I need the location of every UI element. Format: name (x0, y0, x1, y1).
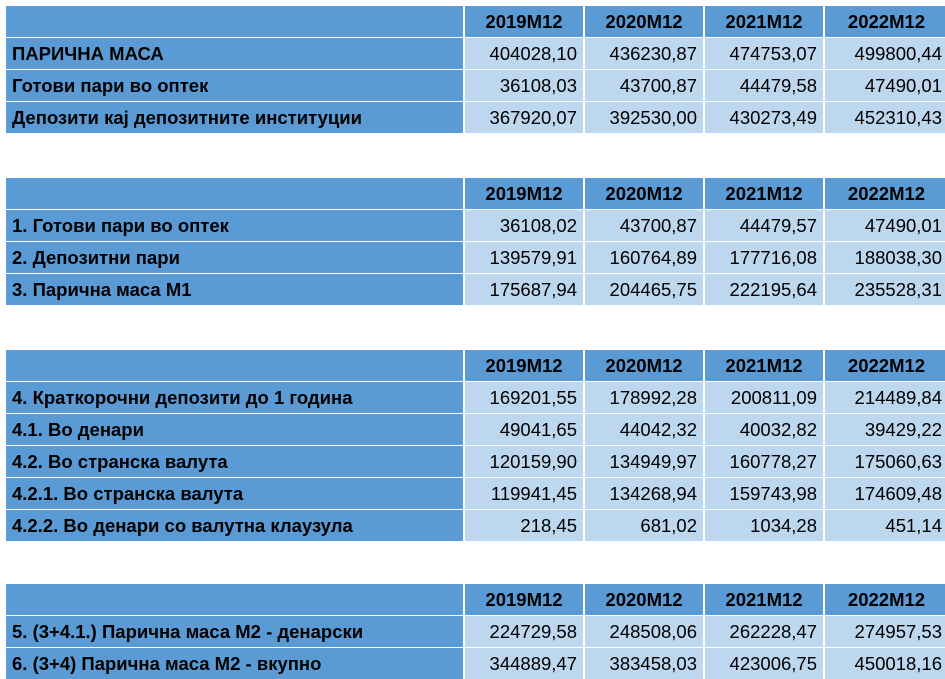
column-header: 2019M12 (464, 178, 584, 210)
value-cell: 44479,57 (704, 210, 824, 242)
table-row (6, 616, 945, 648)
row-label: 6. (3+4) Парична маса М2 - вкупно (6, 648, 464, 679)
value-cell: 47490,01 (824, 70, 945, 102)
money-supply-table (6, 6, 945, 133)
value-cell: 383458,03 (584, 648, 704, 679)
value-cell: 44042,32 (584, 414, 704, 446)
row-label: Готови пари во оптек (6, 70, 464, 102)
column-header: 2019M12 (464, 350, 584, 382)
table-row (6, 382, 945, 414)
value-cell: 39429,22 (824, 414, 945, 446)
table-row (6, 102, 945, 134)
column-header: 2021M12 (704, 350, 824, 382)
header-empty-cell (6, 6, 464, 38)
value-cell: 235528,31 (824, 274, 945, 306)
column-header: 2019M12 (464, 6, 584, 38)
row-label: 4.2.1. Во странска валута (6, 478, 464, 510)
value-cell: 222195,64 (704, 274, 824, 306)
value-cell: 174609,48 (824, 478, 945, 510)
value-cell: 262228,47 (704, 616, 824, 648)
short-term-deposits-table (6, 350, 945, 541)
value-cell: 367920,07 (464, 102, 584, 134)
value-cell: 218,45 (464, 510, 584, 542)
row-label: 1. Готови пари во оптек (6, 210, 464, 242)
column-header: 2020M12 (584, 178, 704, 210)
column-header: 2020M12 (584, 6, 704, 38)
value-cell: 451,14 (824, 510, 945, 542)
table-row (6, 478, 945, 510)
header-empty-cell (6, 584, 464, 616)
table-row (6, 414, 945, 446)
header-empty-cell (6, 178, 464, 210)
table-row (6, 510, 945, 542)
column-header: 2021M12 (704, 178, 824, 210)
table-header-row (6, 6, 945, 38)
value-cell: 392530,00 (584, 102, 704, 134)
row-label: Депозити кај депозитните институции (6, 102, 464, 134)
value-cell: 452310,43 (824, 102, 945, 134)
row-label: 2. Депозитни пари (6, 242, 464, 274)
value-cell: 119941,45 (464, 478, 584, 510)
value-cell: 200811,09 (704, 382, 824, 414)
value-cell: 40032,82 (704, 414, 824, 446)
value-cell: 436230,87 (584, 38, 704, 70)
value-cell: 36108,03 (464, 70, 584, 102)
table-row (6, 210, 945, 242)
row-label: ПАРИЧНА МАСА (6, 38, 464, 70)
value-cell: 248508,06 (584, 616, 704, 648)
value-cell: 430273,49 (704, 102, 824, 134)
column-header: 2020M12 (584, 584, 704, 616)
money-supply-m1-table (6, 178, 945, 305)
value-cell: 474753,07 (704, 38, 824, 70)
value-cell: 188038,30 (824, 242, 945, 274)
column-header: 2022M12 (824, 350, 945, 382)
column-header: 2022M12 (824, 178, 945, 210)
value-cell: 43700,87 (584, 210, 704, 242)
value-cell: 274957,53 (824, 616, 945, 648)
row-label: 4.1. Во денари (6, 414, 464, 446)
row-label: 3. Парична маса М1 (6, 274, 464, 306)
value-cell: 499800,44 (824, 38, 945, 70)
value-cell: 177716,08 (704, 242, 824, 274)
header-empty-cell (6, 350, 464, 382)
value-cell: 178992,28 (584, 382, 704, 414)
value-cell: 1034,28 (704, 510, 824, 542)
value-cell: 175687,94 (464, 274, 584, 306)
table-header-row (6, 178, 945, 210)
value-cell: 43700,87 (584, 70, 704, 102)
value-cell: 160778,27 (704, 446, 824, 478)
value-cell: 450018,16 (824, 648, 945, 679)
value-cell: 681,02 (584, 510, 704, 542)
table-row (6, 70, 945, 102)
table-row (6, 242, 945, 274)
value-cell: 224729,58 (464, 616, 584, 648)
table-row (6, 446, 945, 478)
column-header: 2019M12 (464, 584, 584, 616)
column-header: 2022M12 (824, 584, 945, 616)
money-supply-m2-table (6, 584, 945, 679)
value-cell: 404028,10 (464, 38, 584, 70)
value-cell: 36108,02 (464, 210, 584, 242)
value-cell: 134949,97 (584, 446, 704, 478)
value-cell: 344889,47 (464, 648, 584, 679)
value-cell: 44479,58 (704, 70, 824, 102)
value-cell: 139579,91 (464, 242, 584, 274)
column-header: 2021M12 (704, 6, 824, 38)
value-cell: 214489,84 (824, 382, 945, 414)
value-cell: 159743,98 (704, 478, 824, 510)
value-cell: 423006,75 (704, 648, 824, 679)
value-cell: 204465,75 (584, 274, 704, 306)
row-label: 5. (3+4.1.) Парична маса М2 - денарски (6, 616, 464, 648)
row-label: 4. Краткорочни депозити до 1 година (6, 382, 464, 414)
row-label: 4.2. Во странска валута (6, 446, 464, 478)
table-header-row (6, 350, 945, 382)
value-cell: 47490,01 (824, 210, 945, 242)
column-header: 2021M12 (704, 584, 824, 616)
value-cell: 160764,89 (584, 242, 704, 274)
table-row (6, 38, 945, 70)
value-cell: 120159,90 (464, 446, 584, 478)
table-header-row (6, 584, 945, 616)
table-row (6, 648, 945, 679)
column-header: 2022M12 (824, 6, 945, 38)
table-row (6, 274, 945, 306)
row-label: 4.2.2. Во денари со валутна клаузула (6, 510, 464, 542)
column-header: 2020M12 (584, 350, 704, 382)
value-cell: 169201,55 (464, 382, 584, 414)
value-cell: 49041,65 (464, 414, 584, 446)
value-cell: 134268,94 (584, 478, 704, 510)
value-cell: 175060,63 (824, 446, 945, 478)
